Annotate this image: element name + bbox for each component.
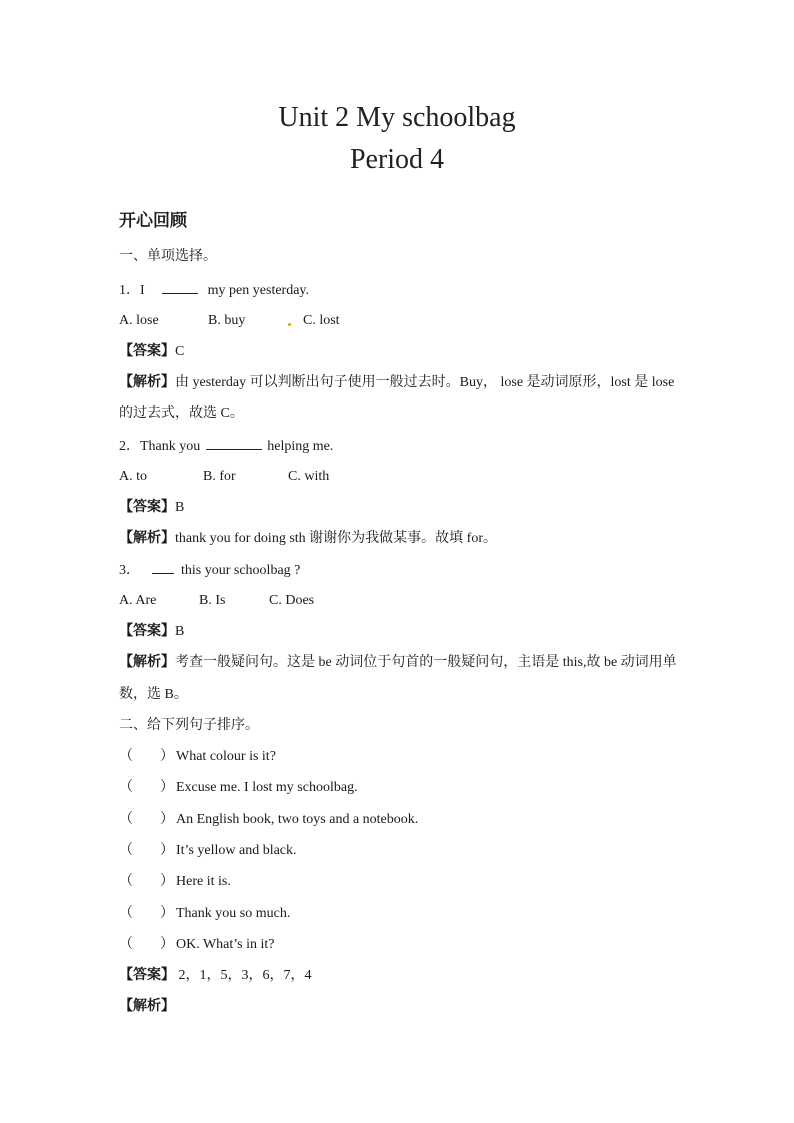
q3-analysis-text: 考查一般疑问句。这是 be 动词位于句首的一般疑问句，主语是 this,故 be 动词用单 [175,655,677,670]
part2-heading: 二、给下列句子排序。 [119,718,259,733]
q2-option-a: A. to [119,469,147,484]
question-3 [119,561,300,580]
q1-analysis [119,374,674,392]
q2-analysis [119,530,497,548]
q1-option-c: C. lost [303,313,340,328]
q1-answer [119,343,184,361]
part2-answer-tag: 【答案】 [119,968,175,983]
question-2 [119,437,333,456]
q3-answer [119,623,184,641]
q1-analysis-tag: 【解析】 [119,375,175,390]
q3-answer-tag: 【答案】 [119,624,175,639]
part2-answer [119,967,312,985]
paren-right: ） [160,874,174,889]
paren-right: ） [160,937,174,952]
q3-text: this your schoolbag ? [181,563,301,578]
sentence-text: Thank you so much. [176,906,291,921]
q2-number: 2．Thank you [119,439,201,454]
q3-blank [152,561,174,574]
q1-option-b: B. buy [208,313,246,328]
paren-left: （ [119,749,133,764]
q2-answer-value: B [175,500,185,515]
q2-answer-tag: 【答案】 [119,500,175,515]
q2-option-c: C. with [288,469,330,484]
q1-option-a: A. lose [119,313,159,328]
q1-blank [162,281,198,294]
part1-heading: 一、单项选择。 [119,249,217,264]
q2-text: helping me. [267,439,334,454]
part2-analysis [119,998,175,1016]
q2-analysis-tag: 【解析】 [119,531,175,546]
q3-analysis [119,654,677,672]
q1-answer-value: C [175,344,185,359]
q3-analysis-tag: 【解析】 [119,655,175,670]
q3-answer-value: B [175,624,185,639]
question-1 [119,281,309,300]
q1-text: my pen yesterday. [207,283,310,298]
q1-answer-tag: 【答案】 [119,344,175,359]
sentence-text: Excuse me. I lost my schoolbag. [176,780,358,795]
paren-right: ） [160,780,174,795]
sentence-text: Here it is. [176,874,231,889]
q2-answer [119,499,184,517]
q3-number: 3． [119,563,140,578]
paren-left: （ [119,812,133,827]
part2-analysis-tag: 【解析】 [119,999,175,1014]
sentence-text: OK. What’s in it? [176,937,275,952]
sentence-text: It’s yellow and black. [176,843,297,858]
paren-right: ） [160,812,174,827]
q3-analysis-cont: 数，选 B。 [119,687,188,702]
sentence-text: What colour is it? [176,749,276,764]
q1-analysis-cont: 的过去式，故选 C。 [119,406,244,421]
mark-dot [288,323,291,326]
paren-right: ） [160,843,174,858]
title-line-1: Unit 2 My schoolbag [278,102,516,133]
paren-left: （ [119,780,133,795]
part2-answer-value: 2，1，5，3，6，7，4 [175,968,312,983]
section-heading: 开心回顾 [119,211,187,230]
q2-analysis-text: thank you for doing sth 谢谢你为我做某事。故填 for。 [175,531,497,546]
q2-blank [206,437,262,450]
paren-right: ） [160,749,174,764]
q1-analysis-text: 由 yesterday 可以判断出句子使用一般过去时。Buy， lose 是动词原形，lost 是 lose [175,375,675,390]
paren-left: （ [119,937,133,952]
paren-left: （ [119,843,133,858]
q3-option-c: C. Does [269,593,315,608]
paren-left: （ [119,906,133,921]
q1-number: 1．I [119,283,145,298]
q3-option-a: A. Are [119,593,157,608]
sentence-text: An English book, two toys and a notebook. [176,812,419,827]
paren-left: （ [119,874,133,889]
paren-right: ） [160,906,174,921]
title-line-2: Period 4 [349,144,445,175]
q3-option-b: B. Is [199,593,226,608]
q2-option-b: B. for [203,469,236,484]
